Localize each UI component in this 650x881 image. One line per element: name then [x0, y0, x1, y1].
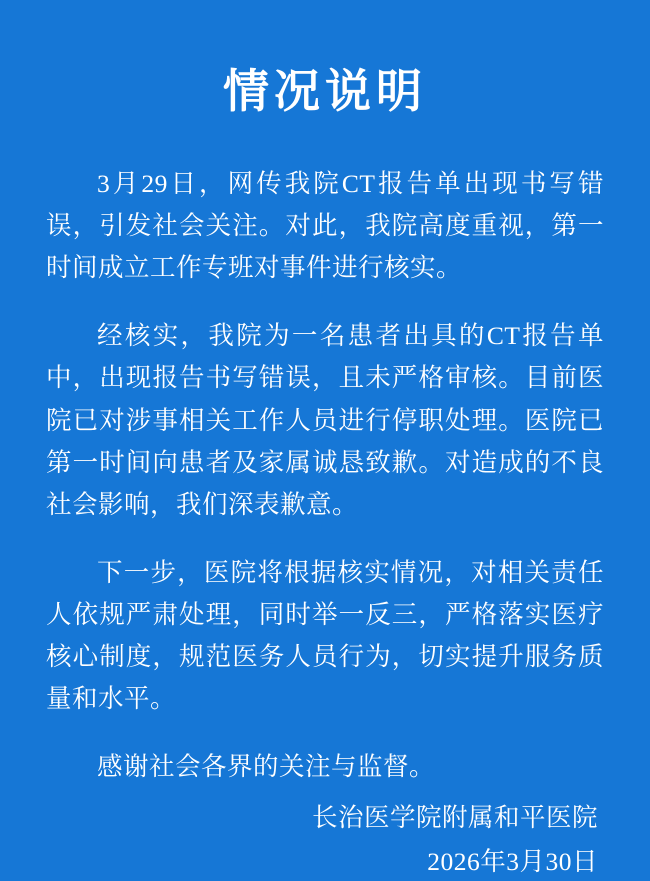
spacer — [46, 788, 604, 798]
signature-date: 2026年3月30日 — [427, 846, 598, 876]
paragraph: 3月29日，网传我院CT报告单出现书写错误，引发社会关注。对此，我院高度重视，第一时间成立工作专班对事件进行核实。 — [46, 169, 604, 283]
paragraph: 经核实，我院为一名患者出具的CT报告单中，出现报告书写错误，且未严格审核。目前医院已对涉事相关工作人员进行停职处理。医院已第一时间向患者及家属诚恳致歉。对造成的不良社会影响，我们深表歉意。 — [46, 321, 604, 519]
paragraph: 下一步，医院将根据核实情况，对相关责任人依规严肃处理，同时举一反三，严格落实医疗核心制度，规范医务人员行为，切实提升服务质量和水平。 — [46, 557, 604, 713]
page-title: 情况说明 — [223, 65, 427, 117]
signature-organization: 长治医学院附属和平医院 — [311, 803, 598, 832]
signature-block — [46, 798, 604, 881]
statement-body — [46, 163, 604, 788]
paragraph: 感谢社会各界的关注与监督。 — [97, 751, 436, 781]
